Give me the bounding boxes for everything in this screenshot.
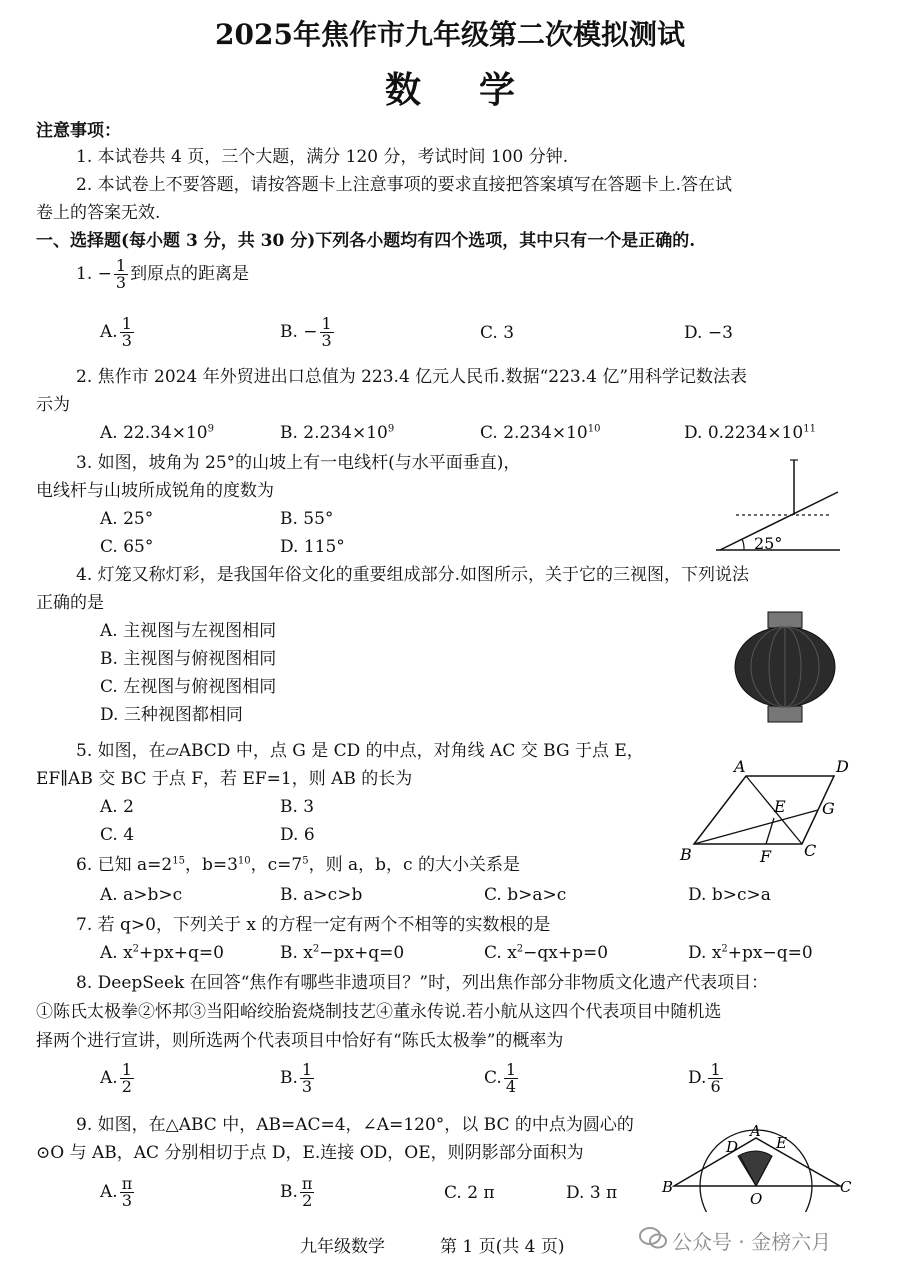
question-4-line2: 正确的是	[36, 593, 104, 613]
label-e: E	[774, 797, 786, 816]
question-3-line1: 3. 如图，坡角为 25°的山坡上有一电线杆(与水平面垂直)，	[76, 453, 521, 473]
q1-option-d: D. −3	[684, 323, 733, 343]
label-d: D	[836, 757, 849, 776]
q7-option-c: C. $x^2-qx+p=0$	[484, 943, 609, 963]
q6-option-a: A. a>b>c	[100, 885, 183, 905]
note-2-line1: 2. 本试卷上不要答题，请按答题卡上注意事项的要求直接把答案填写在答题卡上.答在试	[76, 175, 733, 195]
segment-ef	[766, 818, 774, 844]
q4-option-c: C. 左视图与俯视图相同	[100, 677, 277, 697]
subject-title: 数学	[384, 69, 573, 111]
note-2-line2: 卷上的答案无效.	[36, 203, 161, 223]
label-a: A	[734, 757, 746, 776]
q5-option-b: B. 3	[280, 797, 315, 817]
q2-option-c: C. $2.234\times 10^{10}$	[480, 423, 601, 443]
lantern-bottom-cap	[768, 706, 802, 722]
shaded-region	[738, 1151, 772, 1186]
angle-label: 25°	[754, 534, 783, 553]
q3-option-c: C. 65°	[100, 537, 154, 557]
slope-pole-figure	[710, 452, 850, 558]
question-8-line1: 8. DeepSeek 在回答“焦作有哪些非遗项目？”时，列出焦作部分非物质文化遗产代表项目：	[76, 973, 769, 993]
q2-option-a: A. $22.34\times 10^9$	[100, 423, 215, 443]
q3-option-a: A. 25°	[100, 509, 154, 529]
footer-course: 九年级数学	[300, 1237, 385, 1257]
q7-option-d: D. $x^2+px-q=0$	[688, 943, 813, 963]
triangle-circle-figure	[660, 1120, 856, 1212]
question-6-stem: 6. 已知 $a=2^{15}$，$b=3^{10}$，$c=7^5$，则 a，b，c 的大小关系是	[76, 855, 520, 875]
q9-option-b: B. $\frac{\pi}{2}$	[280, 1174, 313, 1210]
q3-option-d: D. 115°	[280, 537, 345, 557]
parallelogram-abcd	[694, 776, 834, 844]
q8-option-c: C. $\frac{1}{4}$	[484, 1060, 516, 1096]
q1-option-c: C. 3	[480, 323, 515, 343]
q5-option-c: C. 4	[100, 825, 135, 845]
q2-option-d: D. $0.2234\times 10^{11}$	[684, 423, 816, 443]
label-d: D	[726, 1138, 739, 1156]
question-2-line1: 2. 焦作市 2024 年外贸进出口总值为 223.4 亿元人民币.数据“223.4 亿”用科学记数法表	[76, 367, 748, 387]
label-b: B	[680, 845, 692, 864]
label-a: A	[750, 1122, 761, 1140]
wechat-icon	[638, 1224, 668, 1252]
q9-option-a: A. $\frac{\pi}{3}$	[100, 1174, 133, 1210]
question-9-line1: 9. 如图，在△ABC 中，AB=AC=4，∠A=120°，以 BC 的中点为圆心的	[76, 1115, 634, 1135]
fraction: $\frac{1}{3}$	[115, 256, 127, 292]
q6-option-d: D. b>c>a	[688, 885, 771, 905]
label-b: B	[662, 1178, 674, 1196]
exam-title: 2025年焦作市九年级第二次模拟测试	[215, 18, 685, 51]
q9-option-d: D. 3 π	[566, 1183, 618, 1203]
q9-option-c: C. 2 π	[444, 1183, 495, 1203]
section-heading: 一、选择题(每小题 3 分，共 30 分)下列各小题均有四个选项，其中只有一个是正确的.	[36, 231, 696, 251]
q1-option-b: B. − $\frac{1}{3}$	[280, 314, 332, 350]
label-c: C	[804, 841, 817, 860]
lantern-figure	[730, 608, 840, 728]
watermark: 公众号 · 金榜六月	[672, 1230, 832, 1254]
q4-option-b: B. 主视图与俯视图相同	[100, 649, 277, 669]
q4-option-d: D. 三种视图都相同	[100, 705, 243, 725]
question-8-line2: ①陈氏太极拳②怀邦③当阳峪绞胎瓷烧制技艺④董永传说.若小航从这四个代表项目中随机选	[36, 1002, 722, 1022]
label-c: C	[840, 1178, 852, 1196]
question-5-line1: 5. 如图，在▱ABCD 中，点 G 是 CD 的中点，对角线 AC 交 BG 于点 E，	[76, 741, 644, 761]
question-7-stem: 7. 若 q>0，下列关于 x 的方程一定有两个不相等的实数根的是	[76, 915, 551, 935]
label-f: F	[760, 847, 772, 866]
q7-option-a: A. $x^2+px+q=0$	[100, 943, 224, 963]
notes-heading: 注意事项：	[36, 121, 121, 141]
footer-page-number: 第 1 页(共 4 页)	[440, 1237, 565, 1257]
q4-option-a: A. 主视图与左视图相同	[100, 621, 277, 641]
label-e: E	[776, 1134, 787, 1152]
q7-option-b: B. $x^2-px+q=0$	[280, 943, 405, 963]
segment-bg	[694, 810, 818, 844]
question-8-line3: 择两个进行宣讲，则所选两个代表项目中恰好有“陈氏太极拳”的概率为	[36, 1031, 564, 1051]
label-o: O	[750, 1190, 763, 1208]
q6-option-b: B. a>c>b	[280, 885, 363, 905]
angle-arc	[742, 539, 744, 550]
q2-option-b: B. $2.234\times 10^9$	[280, 423, 395, 443]
question-2-line2: 示为	[36, 395, 70, 415]
q5-option-d: D. 6	[280, 825, 315, 845]
q5-option-a: A. 2	[100, 797, 134, 817]
question-1-stem: 1. − $\frac{1}{3}$ 到原点的距离是	[76, 256, 250, 292]
q8-option-b: B. $\frac{1}{3}$	[280, 1060, 313, 1096]
label-g: G	[822, 799, 835, 818]
lantern-top-cap	[768, 612, 802, 628]
question-5-line2: EF∥AB 交 BC 于点 F，若 EF=1，则 AB 的长为	[36, 769, 413, 789]
q8-option-a: A. $\frac{1}{2}$	[100, 1060, 132, 1096]
question-9-line2: ⊙O 与 AB，AC 分别相切于点 D，E.连接 OD，OE，则阴影部分面积为	[36, 1143, 584, 1163]
question-4-line1: 4. 灯笼又称灯彩，是我国年俗文化的重要组成部分.如图所示，关于它的三视图，下列说法	[76, 565, 750, 585]
q6-option-c: C. b>a>c	[484, 885, 567, 905]
note-1: 1. 本试卷共 4 页，三个大题，满分 120 分，考试时间 100 分钟.	[76, 147, 569, 167]
question-3-line2: 电线杆与山坡所成锐角的度数为	[36, 481, 274, 501]
q8-option-d: D. $\frac{1}{6}$	[688, 1060, 721, 1096]
q3-option-b: B. 55°	[280, 509, 334, 529]
q1-option-a: A. $\frac{1}{3}$	[100, 314, 132, 350]
parallelogram-figure	[676, 752, 856, 870]
